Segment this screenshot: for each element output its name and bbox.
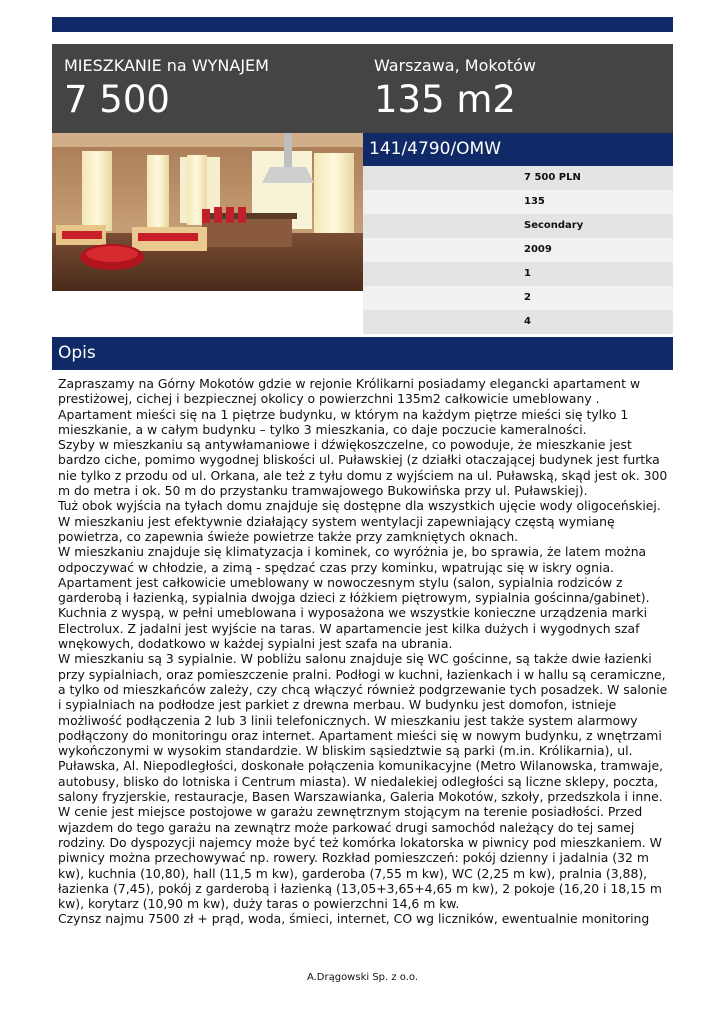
- description-paragraph: Tuż obok wyjścia na tyłach domu znajduje się dostępne dla wszystkich ujęcie wody oligoceńskiej.: [58, 498, 661, 514]
- listing-type: MIESZKANIE na WYNAJEM: [64, 56, 269, 75]
- reference-number: 141/4790/OMW: [363, 133, 673, 166]
- detail-market: Secondary: [363, 214, 673, 238]
- detail-year: 2009: [363, 238, 673, 262]
- description-paragraph: Apartament jest całkowicie umeblowany w nowoczesnym stylu (salon, sypialnia rodziców z garderobą i łazienką, sypialnia dwojga dzieci z łóżkiem piętrowym, sypialnia gościnna/gabinet).: [58, 574, 650, 606]
- description-paragraph: W cenie jest miejsce postojowe w garażu zewnętrznym stojącym na terenie posiadłości. Przed wjazdem do tego garażu na zewnątrz może parkować drugi samochód należący do tej samej rodziny. Do dyspozycji najemcy może być też komórka lokatorska w piwnicy pod mieszkaniem. W piwnicy można przechowywać np. rowery. Rozkład pomieszczeń: pokój dzienny i jadalnia (32 m kw), kuchnia (10,80), hall (11,5 m kw), garderoba (7,55 m kw), WC (2,25 m kw), pralnia (3,88), łazienka (7,45), pokój z garderobą i łazienką (13,05+3,65+4,65 m kw), 2 pokoje (16,20 i 18,15 m kw), korytarz (10,90 m kw), duży taras o powierzchni 14,6 m kw.: [58, 804, 662, 912]
- details-table: [363, 166, 673, 334]
- listing-location: Warszawa, Mokotów: [374, 56, 537, 75]
- description-paragraph: Zapraszamy na Górny Mokotów gdzie w rejonie Królikarni posiadamy elegancki apartament w prestiżowej, cichej i bezpiecznej okolicy o powierzchni 135m2 całkowicie umeblowany .: [58, 376, 641, 407]
- description-text: [58, 376, 670, 927]
- detail-price: 7 500 PLN: [363, 166, 673, 190]
- description-paragraph: Apartament mieści się na 1 piętrze budynku, w którym na każdym piętrze mieści się tylko 1 mieszkanie, a w całym budynku – tylko 3 mieszkania, co daje poczucie kameralności.: [58, 406, 629, 437]
- footer-company: A.Drągowski Sp. z o.o.: [306, 972, 419, 983]
- description-paragraph: Szyby w mieszkaniu są antywłamaniowe i dźwiękoszczelne, co powoduje, że mieszkanie jest bardzo ciche, pomimo wygodnej bliskości ul. Puławskiej (z działki otaczającej budynek jest furtka nie tylko z przodu od ul. Orkana, ale też z tyłu domu z wyjściem na ul. Puławską, skąd jest ok. 300 m do metra i ok. 50 m do przystanku tramwajowego Bukowińska przy ul. Puławskiej).: [58, 437, 668, 499]
- listing-header: [52, 44, 673, 133]
- description-paragraph: W mieszkaniu są 3 sypialnie. W pobliżu salonu znajduje się WC gościnne, są także dwie łazienki przy sypialniach, oraz pomieszczenie pralni. Podłogi w kuchni, łazienkach i w hallu są ceramiczne, a tylko od mieszkańców zależy, czy chcą włączyć również podgrzewanie tych posadzek. W salonie i sypialniach na podłodze jest parkiet z drewna merbau. W budynku jest domofon, istnieje możliwość podłączenia 2 lub 3 linii telefonicznych. W mieszkaniu jest także system alarmowy podłączony do monitoringu oraz internet. Apartament mieści się w nowym budynku, z wnętrzami wykończonymi w wysokim standardzie. W bliskim sąsiedztwie są parki (m.in. Królikarnia), ul. Puławska, Al. Niepodległości, doskonałe połączenia komunikacyjne (Metro Wilanowska, tramwaje, autobusy, blisko do lotniska i Centrum miasta). W niedalekiej odległości są liczne sklepy, poczta, salony fryzjerskie, restauracje, Basen Warszawianka, Galeria Mokotów, szkoły, przedszkola i inne.: [58, 651, 668, 805]
- listing-area: 135 m2: [374, 78, 516, 121]
- detail-area: 135: [363, 190, 673, 214]
- description-section-title: Opis: [52, 337, 673, 370]
- apartment-photo: [52, 133, 363, 291]
- detail-rooms: 4: [363, 310, 673, 334]
- description-paragraph: Kuchnia z wyspą, w pełni umeblowana i wyposażona we wszystkie konieczne urządzenia marki Electrolux. Z jadalni jest wyjście na taras. W apartamencie jest kilka dużych i wygodnych szaf wnękowych, dodatkowo w każdej sypialni jest szafa na ubrania.: [58, 605, 648, 652]
- description-paragraph: W mieszkaniu znajduje się klimatyzacja i kominek, co wyróżnia je, bo sprawia, że latem można odpoczywać w chłodzie, a zimą - spędzać czas przy kominku, wpatrując się w iskry ognia.: [58, 544, 647, 575]
- description-paragraph: Czynsz najmu 7500 zł + prąd, woda, śmieci, internet, CO wg liczników, ewentualnie monitoring: [58, 911, 650, 927]
- detail-floors-total: 2: [363, 286, 673, 310]
- top-accent-bar: [52, 17, 673, 32]
- header-right: [374, 56, 536, 122]
- header-left: [64, 56, 269, 122]
- listing-price: 7 500: [64, 78, 170, 121]
- description-paragraph: W mieszkaniu jest efektywnie działający system wentylacji zapewniający częstą wymianę powietrza, co zapewnia świeże powietrze także przy zamkniętych oknach.: [58, 513, 615, 544]
- detail-floor: 1: [363, 262, 673, 286]
